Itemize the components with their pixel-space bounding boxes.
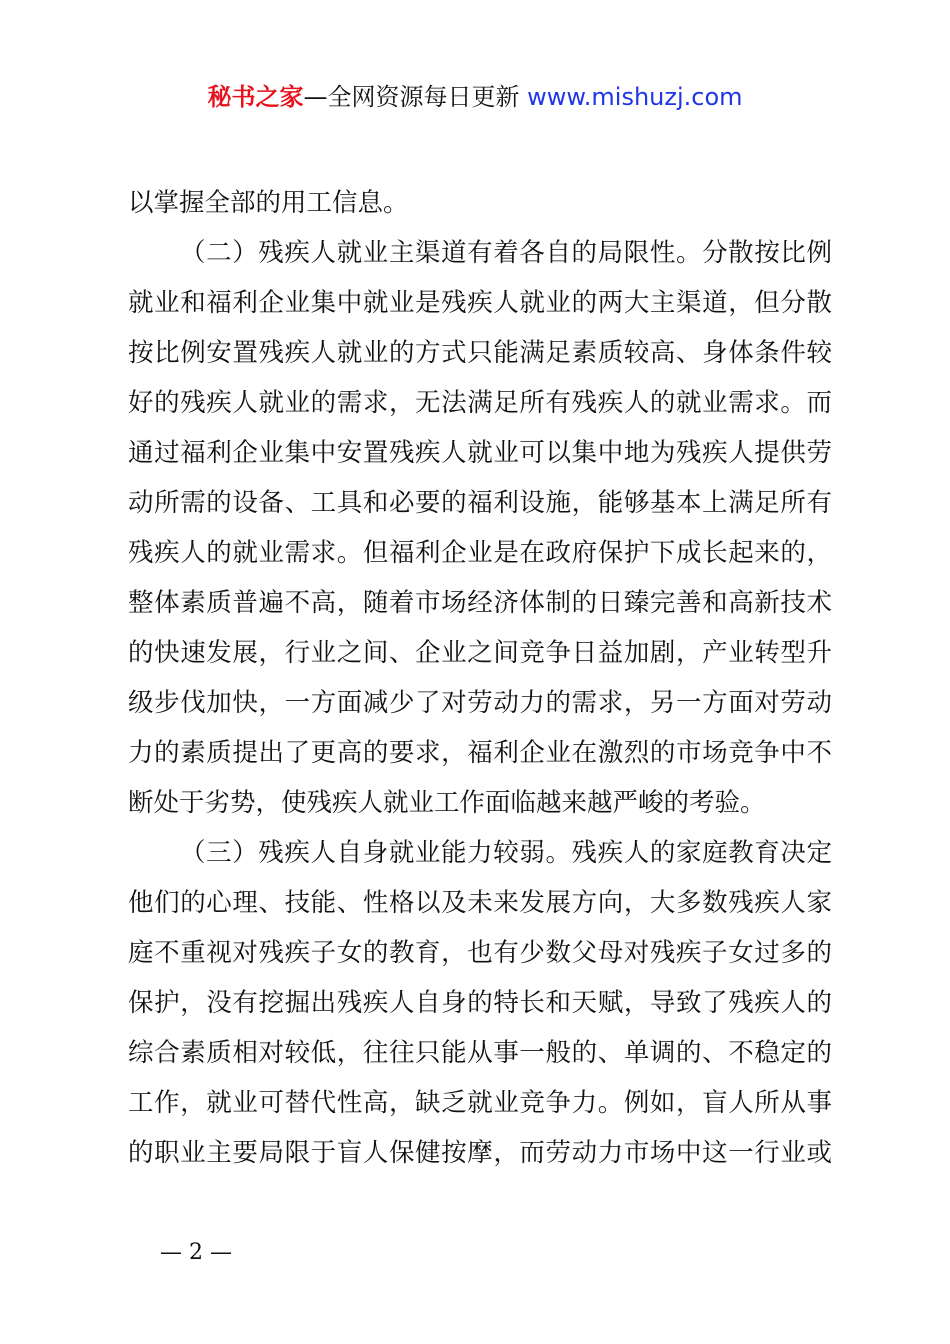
paragraph-line: 综合素质相对较低，往往只能从事一般的、单调的、不稳定的 [128, 1038, 832, 1068]
paragraph-line: （二）残疾人就业主渠道有着各自的局限性。分散按比例 [180, 238, 832, 268]
paragraph-line: 的快速发展，行业之间、企业之间竞争日益加剧，产业转型升 [128, 638, 832, 668]
page-number: — 2 — [160, 1240, 232, 1265]
paragraph-line: 好的残疾人就业的需求，无法满足所有残疾人的就业需求。而 [128, 388, 832, 418]
paragraph-line: 断处于劣势，使残疾人就业工作面临越来越严峻的考验。 [128, 788, 766, 818]
paragraph-line: 庭不重视对残疾子女的教育，也有少数父母对残疾子女过多的 [128, 938, 832, 968]
paragraph-line: 级步伐加快，一方面减少了对劳动力的需求，另一方面对劳动 [128, 688, 832, 718]
paragraph-line: 力的素质提出了更高的要求，福利企业在激烈的市场竞争中不 [128, 738, 832, 768]
paragraph-line: 残疾人的就业需求。但福利企业是在政府保护下成长起来的， [128, 538, 832, 568]
paragraph-line: 通过福利企业集中安置残疾人就业可以集中地为残疾人提供劳 [128, 438, 832, 468]
header-slogan: —全网资源每日更新 [303, 83, 520, 111]
paragraph-line: 动所需的设备、工具和必要的福利设施，能够基本上满足所有 [128, 488, 832, 518]
paragraph-line: 工作，就业可替代性高，缺乏就业竞争力。例如，盲人所从事 [128, 1088, 832, 1118]
brand-name: 秘书之家 [207, 83, 304, 111]
paragraph-line: （三）残疾人自身就业能力较弱。残疾人的家庭教育决定 [180, 838, 832, 868]
watermark-header [0, 80, 950, 114]
document-body [128, 178, 832, 1178]
paragraph-line: 按比例安置残疾人就业的方式只能满足素质较高、身体条件较 [128, 338, 832, 368]
paragraph-line: 就业和福利企业集中就业是残疾人就业的两大主渠道，但分散 [128, 288, 832, 318]
site-url: www.mishuzj.com [527, 83, 743, 111]
paragraph-line: 的职业主要局限于盲人保健按摩，而劳动力市场中这一行业或 [128, 1138, 832, 1168]
paragraph-line: 他们的心理、技能、性格以及未来发展方向，大多数残疾人家 [128, 888, 832, 918]
paragraph-line: 整体素质普遍不高，随着市场经济体制的日臻完善和高新技术 [128, 588, 832, 618]
paragraph-line: 以掌握全部的用工信息。 [128, 188, 409, 218]
paragraph-line: 保护，没有挖掘出残疾人自身的特长和天赋，导致了残疾人的 [128, 988, 832, 1018]
